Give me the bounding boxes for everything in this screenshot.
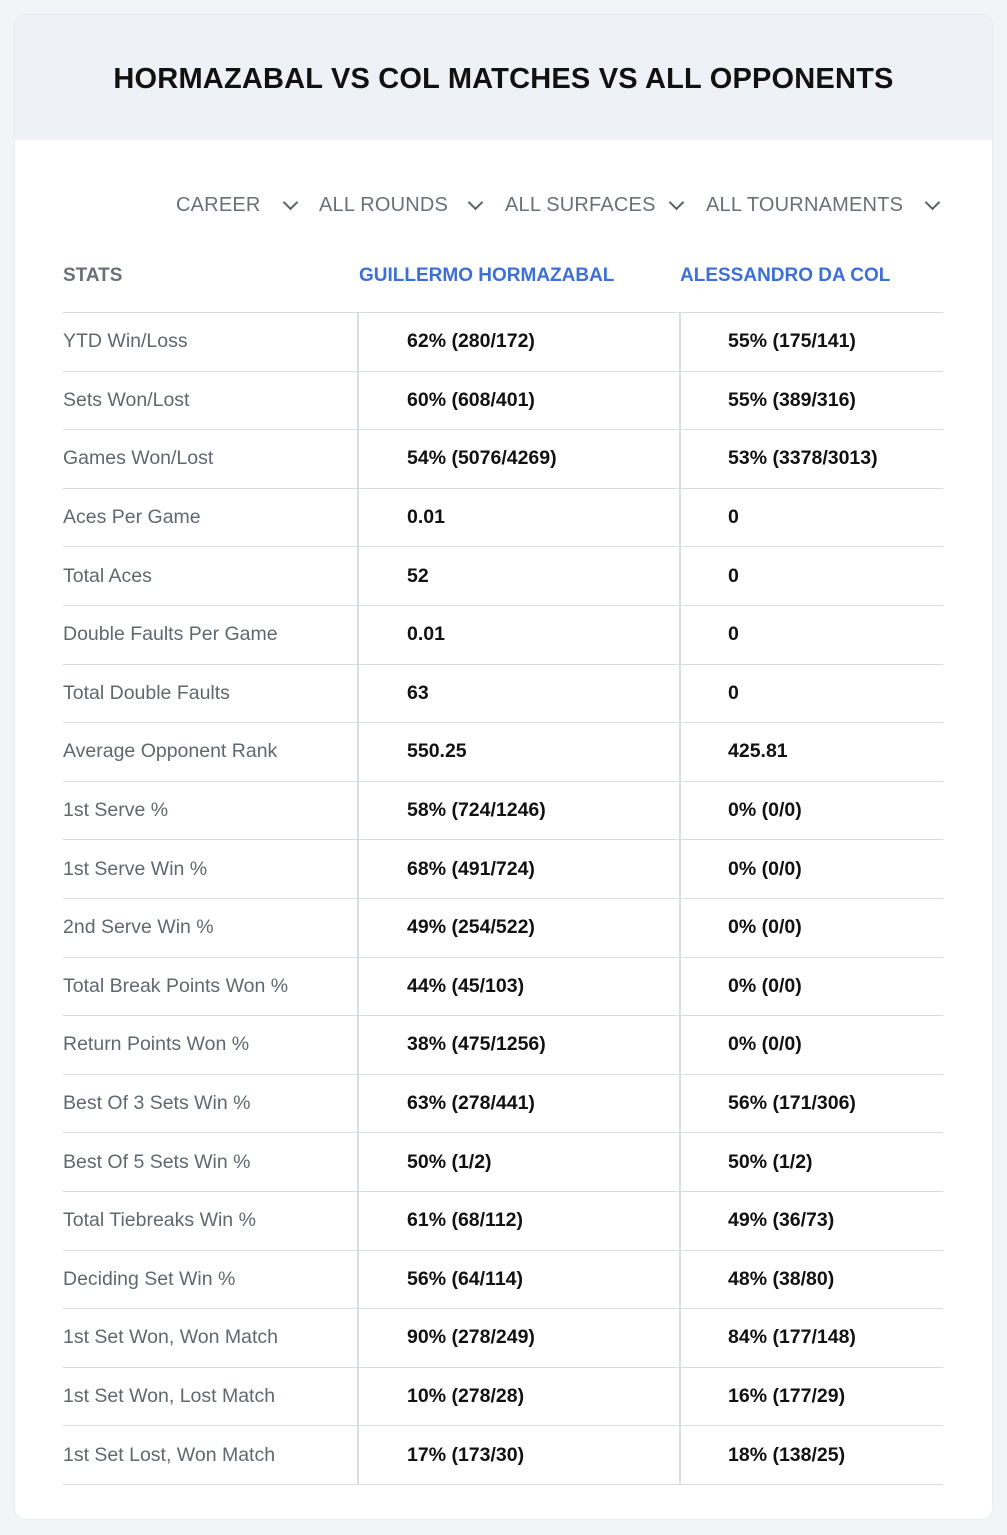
table-row [63,1191,943,1250]
player1-stat-value: 61% (68/112) [358,1191,680,1250]
table-row [63,1016,943,1075]
table-row [63,1309,943,1368]
filter-label: ALL TOURNAMENTS [706,193,904,216]
table-header-row [63,240,943,313]
player2-stat-value: 0% (0/0) [680,898,943,957]
player1-stat-value: 90% (278/249) [358,1309,680,1368]
player2-stat-value: 55% (389/316) [680,371,943,430]
table-row [63,430,943,489]
player2-stat-value: 49% (36/73) [680,1191,943,1250]
stat-label: 1st Set Won, Won Match [63,1309,358,1368]
player1-stat-value: 56% (64/114) [358,1250,680,1309]
player1-stat-value: 63% (278/441) [358,1074,680,1133]
player2-stat-value: 0% (0/0) [680,840,943,899]
table-row [63,1367,943,1426]
card-header [15,15,992,140]
player1-stat-value: 54% (5076/4269) [358,430,680,489]
chevron-down-icon [925,194,941,210]
player1-stat-value: 68% (491/724) [358,840,680,899]
stat-label: 1st Set Won, Lost Match [63,1367,358,1426]
player2-stat-value: 0 [680,605,943,664]
stat-label: Games Won/Lost [63,430,358,489]
filter-rounds-dropdown[interactable] [319,187,481,223]
stats-table-body [63,313,943,1485]
stat-label: YTD Win/Loss [63,313,358,372]
stat-label: 2nd Serve Win % [63,898,358,957]
player1-stat-value: 58% (724/1246) [358,781,680,840]
player1-stat-value: 62% (280/172) [358,313,680,372]
stat-label: Average Opponent Rank [63,723,358,782]
stat-label: 1st Serve % [63,781,358,840]
player2-stat-value: 48% (38/80) [680,1250,943,1309]
player2-stat-value: 0 [680,664,943,723]
player1-stat-value: 10% (278/28) [358,1367,680,1426]
player1-column-header[interactable]: GUILLERMO HORMAZABAL [358,240,680,313]
player2-stat-value: 0% (0/0) [680,1016,943,1075]
table-row [63,781,943,840]
stats-column-header: STATS [63,240,358,313]
player2-stat-value: 0% (0/0) [680,957,943,1016]
stat-label: 1st Serve Win % [63,840,358,899]
stat-label: Best Of 3 Sets Win % [63,1074,358,1133]
player2-stat-value: 425.81 [680,723,943,782]
player2-stat-value: 50% (1/2) [680,1133,943,1192]
player2-stat-value: 55% (175/141) [680,313,943,372]
stat-label: 1st Set Lost, Won Match [63,1426,358,1485]
player2-column-header[interactable]: ALESSANDRO DA COL [680,240,943,313]
filter-label: ALL ROUNDS [319,193,449,216]
table-row [63,898,943,957]
filter-bar [15,187,992,223]
player2-stat-value: 53% (3378/3013) [680,430,943,489]
stat-label: Double Faults Per Game [63,605,358,664]
player1-stat-value: 0.01 [358,488,680,547]
table-row [63,840,943,899]
player1-stat-value: 50% (1/2) [358,1133,680,1192]
player1-stat-value: 52 [358,547,680,606]
table-row [63,664,943,723]
filter-tournaments-dropdown[interactable] [706,187,938,223]
filter-career-dropdown[interactable] [176,187,296,223]
stats-card [15,15,992,1519]
player1-stat-value: 44% (45/103) [358,957,680,1016]
page-title: HORMAZABAL VS COL MATCHES VS ALL OPPONENTS [113,63,894,95]
table-row [63,1074,943,1133]
player2-stat-value: 0 [680,547,943,606]
chevron-down-icon [283,194,299,210]
table-row [63,371,943,430]
player2-stat-value: 84% (177/148) [680,1309,943,1368]
table-row [63,605,943,664]
player2-stat-value: 18% (138/25) [680,1426,943,1485]
player2-stat-value: 0 [680,488,943,547]
player2-stat-value: 0% (0/0) [680,781,943,840]
table-row [63,547,943,606]
player1-stat-value: 0.01 [358,605,680,664]
stat-label: Best Of 5 Sets Win % [63,1133,358,1192]
filter-label: CAREER [176,193,261,216]
stats-table [63,240,943,1485]
filter-surfaces-dropdown[interactable] [505,187,682,223]
player1-stat-value: 38% (475/1256) [358,1016,680,1075]
stat-label: Sets Won/Lost [63,371,358,430]
stat-label: Aces Per Game [63,488,358,547]
table-row [63,313,943,372]
stat-label: Deciding Set Win % [63,1250,358,1309]
player1-stat-value: 63 [358,664,680,723]
table-row [63,488,943,547]
table-row [63,1426,943,1485]
player2-stat-value: 16% (177/29) [680,1367,943,1426]
stat-label: Total Double Faults [63,664,358,723]
stat-label: Total Aces [63,547,358,606]
chevron-down-icon [669,194,685,210]
table-row [63,1133,943,1192]
player1-stat-value: 49% (254/522) [358,898,680,957]
player2-stat-value: 56% (171/306) [680,1074,943,1133]
chevron-down-icon [468,194,484,210]
player1-stat-value: 550.25 [358,723,680,782]
table-row [63,723,943,782]
table-row [63,957,943,1016]
player1-stat-value: 60% (608/401) [358,371,680,430]
stat-label: Total Break Points Won % [63,957,358,1016]
filter-label: ALL SURFACES [505,193,656,216]
stat-label: Total Tiebreaks Win % [63,1191,358,1250]
player1-stat-value: 17% (173/30) [358,1426,680,1485]
table-row [63,1250,943,1309]
stat-label: Return Points Won % [63,1016,358,1075]
